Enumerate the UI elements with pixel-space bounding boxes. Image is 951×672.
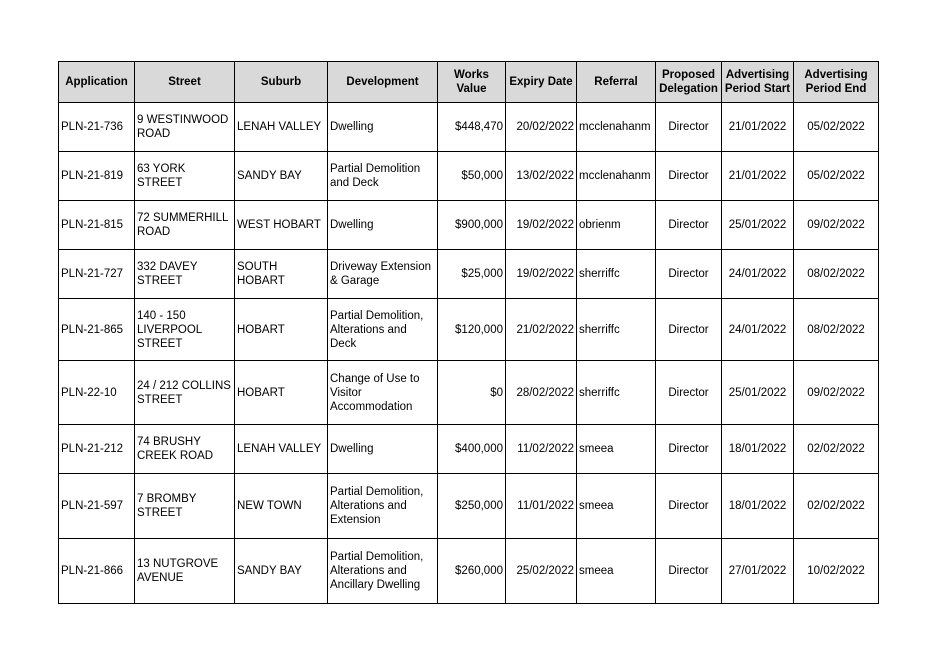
- cell-works-value: [438, 539, 506, 604]
- cell-advertising-start-text: 21/01/2022: [728, 170, 787, 182]
- cell-works-value: [438, 474, 506, 539]
- cell-application: [59, 103, 135, 152]
- cell-application-text: PLN-21-212: [61, 443, 124, 455]
- cell-expiry-date-text: 11/01/2022: [517, 500, 574, 512]
- cell-application: [59, 425, 135, 474]
- cell-advertising-end-text: 05/02/2022: [807, 121, 865, 133]
- cell-development: [328, 474, 438, 539]
- header-advertising-start-line-2: Period Start: [724, 83, 791, 95]
- cell-suburb: [235, 103, 328, 152]
- cell-advertising-end-text: 08/02/2022: [807, 268, 865, 280]
- cell-expiry-date-text: 19/02/2022: [516, 268, 574, 280]
- header-application: [59, 62, 135, 103]
- cell-suburb-text: HOBART: [237, 323, 285, 336]
- cell-advertising-start: [722, 539, 794, 604]
- cell-advertising-start-text: 18/01/2022: [728, 443, 787, 455]
- cell-development: [328, 103, 438, 152]
- cell-street-text: 72 SUMMERHILL: [137, 212, 229, 224]
- cell-application: [59, 152, 135, 201]
- cell-development: [328, 425, 438, 474]
- cell-street: [135, 425, 235, 474]
- cell-suburb: [235, 539, 328, 604]
- cell-development-text: Dwelling: [330, 219, 374, 231]
- cell-expiry-date-text: 11/02/2022: [517, 443, 574, 455]
- cell-advertising-start-text: 25/01/2022: [728, 386, 787, 399]
- cell-street: [135, 539, 235, 604]
- cell-proposed-delegation-text: Director: [668, 386, 709, 399]
- cell-street-text: STREET: [137, 275, 183, 287]
- header-works-value-line-1: Works: [454, 69, 489, 81]
- cell-referral: [577, 361, 656, 425]
- cell-advertising-end: [794, 474, 879, 539]
- header-advertising-end-line-2: Period End: [805, 83, 867, 95]
- cell-development-text: Partial Demolition: [330, 163, 421, 175]
- cell-proposed-delegation-text: Director: [668, 121, 709, 133]
- cell-advertising-end: [794, 250, 879, 299]
- header-referral: [577, 62, 656, 103]
- cell-application: [59, 250, 135, 299]
- cell-works-value-text: $25,000: [461, 268, 503, 280]
- cell-expiry-date: [506, 103, 577, 152]
- header-development: [328, 62, 438, 103]
- cell-referral-text: smeea: [579, 443, 614, 455]
- cell-advertising-start-text: 25/01/2022: [728, 219, 787, 231]
- cell-application: [59, 539, 135, 604]
- header-application-label: Application: [65, 76, 128, 88]
- cell-works-value-text: $260,000: [455, 565, 503, 577]
- cell-suburb-text: WEST HOBART: [237, 219, 321, 231]
- cell-works-value: [438, 201, 506, 250]
- cell-suburb-text: SANDY BAY: [237, 565, 302, 577]
- cell-application: [59, 361, 135, 425]
- cell-proposed-delegation-text: Director: [668, 323, 709, 336]
- cell-expiry-date: [506, 250, 577, 299]
- cell-suburb-text: LENAH VALLEY: [237, 121, 322, 133]
- cell-proposed-delegation-text: Director: [668, 170, 709, 182]
- cell-referral: [577, 201, 656, 250]
- header-development-label: Development: [346, 76, 419, 88]
- cell-works-value-text: $400,000: [455, 443, 503, 455]
- cell-development-text: and Deck: [330, 177, 379, 189]
- cell-expiry-date: [506, 474, 577, 539]
- cell-referral-text: smeea: [579, 500, 614, 512]
- cell-expiry-date-text: 19/02/2022: [516, 219, 574, 231]
- cell-referral-text: sherriffc: [579, 268, 620, 280]
- cell-development-text: Accommodation: [330, 400, 413, 413]
- cell-advertising-end-text: 08/02/2022: [807, 323, 865, 336]
- header-advertising-end-line-1: Advertising: [804, 69, 868, 81]
- header-suburb: [235, 62, 328, 103]
- cell-advertising-start: [722, 474, 794, 539]
- table-row: [59, 201, 879, 250]
- cell-development-text: Dwelling: [330, 121, 374, 133]
- cell-referral-text: sherriffc: [579, 323, 620, 336]
- cell-development-text: Driveway Extension: [330, 261, 431, 273]
- cell-development-text: Alterations and Deck: [330, 323, 407, 350]
- cell-suburb: [235, 201, 328, 250]
- cell-expiry-date: [506, 361, 577, 425]
- applications-table: [58, 61, 879, 604]
- header-referral-label: Referral: [594, 76, 638, 88]
- cell-street-text: 74 BRUSHY: [137, 436, 201, 448]
- cell-development-text: & Garage: [330, 275, 380, 287]
- header-proposed-delegation-line-1: Proposed: [661, 69, 716, 81]
- header-suburb-label: Suburb: [260, 76, 302, 88]
- cell-works-value: [438, 103, 506, 152]
- cell-application-text: PLN-21-597: [61, 500, 124, 512]
- cell-application-text: PLN-21-736: [61, 121, 124, 133]
- cell-suburb: [235, 425, 328, 474]
- cell-development-text: Ancillary Dwelling: [330, 579, 421, 591]
- cell-advertising-start-text: 27/01/2022: [728, 565, 787, 577]
- cell-proposed-delegation: [656, 250, 722, 299]
- cell-referral: [577, 474, 656, 539]
- cell-street-text: STREET: [137, 337, 183, 350]
- header-proposed-delegation: [656, 62, 722, 103]
- cell-expiry-date-text: 13/02/2022: [516, 170, 574, 182]
- cell-application-text: PLN-21-866: [61, 565, 124, 577]
- cell-proposed-delegation-text: Director: [668, 500, 709, 512]
- cell-advertising-end: [794, 299, 879, 361]
- cell-application: [59, 299, 135, 361]
- cell-proposed-delegation: [656, 425, 722, 474]
- cell-proposed-delegation: [656, 103, 722, 152]
- cell-expiry-date: [506, 152, 577, 201]
- cell-application-text: PLN-21-865: [61, 323, 124, 336]
- cell-advertising-start: [722, 152, 794, 201]
- cell-development-text: Partial Demolition,: [330, 309, 424, 322]
- header-advertising-start: [722, 62, 794, 103]
- cell-development: [328, 539, 438, 604]
- cell-referral: [577, 425, 656, 474]
- cell-street-text: ROAD: [137, 128, 171, 140]
- cell-advertising-start-text: 24/01/2022: [728, 268, 787, 280]
- cell-development-text: Dwelling: [330, 443, 374, 455]
- cell-advertising-start: [722, 299, 794, 361]
- cell-advertising-start: [722, 361, 794, 425]
- cell-application-text: PLN-21-819: [61, 170, 124, 182]
- cell-referral-text: mcclenahanm: [579, 170, 651, 182]
- cell-proposed-delegation: [656, 299, 722, 361]
- cell-suburb-text: SOUTH: [237, 261, 278, 273]
- cell-suburb: [235, 250, 328, 299]
- header-street-label: Street: [168, 76, 201, 88]
- cell-application: [59, 474, 135, 539]
- cell-street-text: 13 NUTGROVE: [137, 558, 219, 570]
- cell-expiry-date: [506, 539, 577, 604]
- cell-development-text: Visitor: [330, 386, 362, 399]
- header-advertising-start-line-1: Advertising: [725, 69, 790, 81]
- cell-advertising-end: [794, 539, 879, 604]
- header-advertising-end: [794, 62, 879, 103]
- cell-suburb-text: SANDY BAY: [237, 170, 302, 182]
- cell-development-text: Alterations and: [330, 500, 407, 512]
- cell-street-text: 332 DAVEY: [137, 261, 198, 273]
- header-works-value-line-2: Value: [456, 83, 487, 95]
- cell-works-value: [438, 425, 506, 474]
- cell-works-value-text: $448,470: [455, 121, 503, 133]
- cell-advertising-start-text: 18/01/2022: [728, 500, 787, 512]
- cell-referral-text: sherriffc: [579, 386, 620, 399]
- cell-street-text: AVENUE: [137, 572, 184, 584]
- cell-referral: [577, 250, 656, 299]
- cell-development: [328, 361, 438, 425]
- cell-street: [135, 152, 235, 201]
- cell-advertising-end-text: 02/02/2022: [807, 443, 865, 455]
- cell-street-text: ROAD: [137, 226, 171, 238]
- cell-expiry-date-text: 20/02/2022: [516, 121, 574, 133]
- cell-advertising-start: [722, 250, 794, 299]
- header-street: [135, 62, 235, 103]
- table-row: [59, 152, 879, 201]
- cell-suburb-text: HOBART: [237, 386, 285, 399]
- table-row: [59, 425, 879, 474]
- cell-street: [135, 201, 235, 250]
- cell-application-text: PLN-21-815: [61, 219, 124, 231]
- table-row: [59, 539, 879, 604]
- cell-expiry-date-text: 21/02/2022: [516, 323, 574, 336]
- cell-expiry-date: [506, 425, 577, 474]
- cell-street-text: STREET: [137, 177, 183, 189]
- cell-development: [328, 201, 438, 250]
- cell-street-text: 24 / 212 COLLINS: [137, 379, 231, 392]
- cell-development: [328, 250, 438, 299]
- cell-street: [135, 361, 235, 425]
- cell-street-text: STREET: [137, 393, 183, 406]
- cell-street-text: LIVERPOOL: [137, 323, 203, 336]
- cell-advertising-end: [794, 425, 879, 474]
- cell-advertising-end-text: 02/02/2022: [807, 500, 865, 512]
- cell-advertising-end: [794, 361, 879, 425]
- cell-expiry-date: [506, 201, 577, 250]
- cell-expiry-date-text: 28/02/2022: [516, 386, 574, 399]
- cell-advertising-end-text: 09/02/2022: [807, 386, 865, 399]
- cell-street: [135, 299, 235, 361]
- cell-proposed-delegation-text: Director: [668, 219, 709, 231]
- cell-street-text: STREET: [137, 507, 183, 519]
- cell-suburb: [235, 299, 328, 361]
- cell-referral: [577, 152, 656, 201]
- cell-suburb-text: HOBART: [237, 275, 285, 287]
- cell-street-text: 63 YORK: [137, 163, 186, 175]
- cell-works-value: [438, 250, 506, 299]
- cell-works-value-text: $0: [490, 386, 503, 399]
- cell-referral-text: smeea: [579, 565, 614, 577]
- cell-advertising-end-text: 09/02/2022: [807, 219, 865, 231]
- cell-proposed-delegation-text: Director: [668, 268, 709, 280]
- cell-suburb: [235, 361, 328, 425]
- cell-proposed-delegation: [656, 539, 722, 604]
- cell-proposed-delegation-text: Director: [668, 443, 709, 455]
- cell-expiry-date: [506, 299, 577, 361]
- cell-development-text: Alterations and: [330, 565, 407, 577]
- cell-street-text: 9 WESTINWOOD: [137, 114, 229, 126]
- table-row: [59, 250, 879, 299]
- cell-street: [135, 103, 235, 152]
- cell-suburb-text: NEW TOWN: [237, 500, 302, 512]
- cell-development: [328, 152, 438, 201]
- cell-advertising-end: [794, 103, 879, 152]
- cell-proposed-delegation: [656, 201, 722, 250]
- cell-referral: [577, 103, 656, 152]
- cell-application-text: PLN-21-727: [61, 268, 124, 280]
- table-header-row: [59, 62, 879, 103]
- cell-street-text: 140 - 150: [137, 309, 186, 322]
- cell-application: [59, 201, 135, 250]
- cell-street-text: CREEK ROAD: [137, 450, 214, 462]
- cell-suburb-text: LENAH VALLEY: [237, 443, 322, 455]
- cell-referral: [577, 539, 656, 604]
- cell-works-value-text: $50,000: [461, 170, 503, 182]
- cell-advertising-end: [794, 152, 879, 201]
- header-proposed-delegation-line-2: Delegation: [659, 83, 718, 95]
- table-row: [59, 103, 879, 152]
- cell-advertising-end: [794, 201, 879, 250]
- cell-street: [135, 250, 235, 299]
- cell-proposed-delegation: [656, 474, 722, 539]
- cell-suburb: [235, 474, 328, 539]
- cell-advertising-end-text: 10/02/2022: [807, 565, 865, 577]
- cell-development-text: Change of Use to: [330, 372, 420, 385]
- cell-referral: [577, 299, 656, 361]
- table-row: [59, 299, 879, 361]
- cell-development-text: Extension: [330, 514, 381, 526]
- cell-advertising-start-text: 24/01/2022: [728, 323, 787, 336]
- cell-application-text: PLN-22-10: [61, 386, 117, 399]
- cell-works-value-text: $250,000: [455, 500, 503, 512]
- cell-development-text: Partial Demolition,: [330, 551, 424, 563]
- cell-works-value: [438, 152, 506, 201]
- table-row: [59, 361, 879, 425]
- cell-works-value-text: $900,000: [455, 219, 503, 231]
- header-expiry-date-label: Expiry Date: [509, 76, 573, 88]
- cell-expiry-date-text: 25/02/2022: [516, 565, 574, 577]
- header-expiry-date: [506, 62, 577, 103]
- cell-proposed-delegation: [656, 152, 722, 201]
- cell-advertising-start-text: 21/01/2022: [728, 121, 787, 133]
- cell-suburb: [235, 152, 328, 201]
- cell-referral-text: obrienm: [579, 219, 621, 231]
- header-works-value: [438, 62, 506, 103]
- cell-street: [135, 474, 235, 539]
- cell-street-text: 7 BROMBY: [137, 493, 197, 505]
- cell-development: [328, 299, 438, 361]
- cell-advertising-start: [722, 201, 794, 250]
- cell-proposed-delegation-text: Director: [668, 565, 709, 577]
- cell-works-value-text: $120,000: [455, 323, 503, 336]
- table-row: [59, 474, 879, 539]
- cell-proposed-delegation: [656, 361, 722, 425]
- cell-works-value: [438, 299, 506, 361]
- cell-works-value: [438, 361, 506, 425]
- cell-referral-text: mcclenahanm: [579, 121, 651, 133]
- cell-advertising-end-text: 05/02/2022: [807, 170, 865, 182]
- cell-advertising-start: [722, 103, 794, 152]
- cell-advertising-start: [722, 425, 794, 474]
- cell-development-text: Partial Demolition,: [330, 486, 424, 498]
